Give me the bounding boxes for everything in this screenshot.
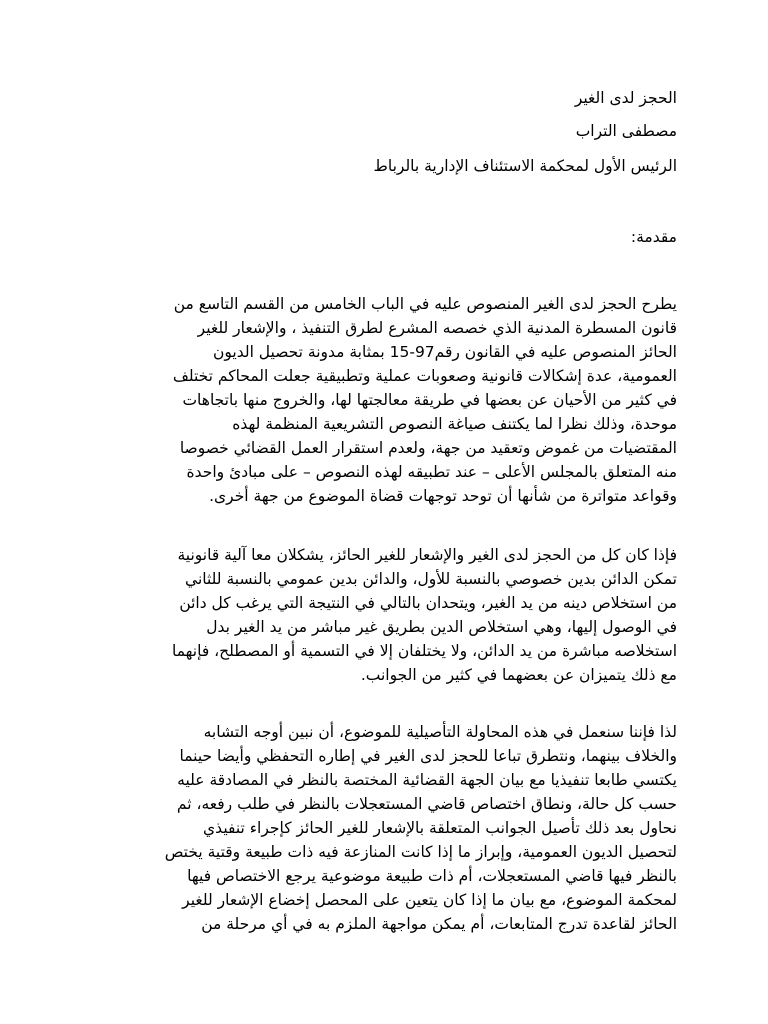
paragraph-line: لمحكمة الموضوع، مع بيان ما إذا كان يتعين على المحصل إخضاع الإشعار للغير (182, 891, 677, 909)
paragraph-line: لتحصيل الديون العمومية، وإبراز ما إذا كانت المنازعة فيه ذات طبيعة وقتية يختص (164, 843, 677, 861)
paragraph-line: فإذا كان كل من الحجز لدى الغير والإشعار للغير الحائز، يشكلان معا آلية قانونية (177, 546, 677, 564)
paragraph-line: حسب كل حالة، ونطاق اختصاص قاضي المستعجلات بالنظر في طلب رفعه، ثم (176, 795, 677, 813)
paragraph-line: استخلاصه مباشرة من يد الدائن، ولا يختلفان إلا في التسمية أو المصطلح، فإنهما (171, 642, 677, 660)
paragraph-line: الحائز لقاعدة تدرج المتابعات، أم يمكن مواجهة الملزم به في أي مرحلة من (201, 915, 677, 933)
paragraph-line: مع ذلك يتميزان عن بعضهما في كثير من الجوانب. (360, 666, 677, 684)
paragraph-line: موحدة، وذلك نظرا لما يكتنف صياغة النصوص التشريعية المنظمة لهذه (232, 415, 677, 433)
paragraph-line: قانون المسطرة المدنية الذي خصصه المشرع لطرق التنفيذ ، والإشعار للغير (197, 319, 677, 337)
paragraph-line: يكتسي طابعا تنفيذيا مع بيان الجهة القضائية المختصة بالنظر في المصادقة عليه (177, 771, 677, 789)
paragraph-line: من استخلاص دينه من يد الغير، ويتحدان بالتالي في النتيجة التي يرغب كل دائن (179, 594, 677, 612)
paragraph-line: بالنظر فيها قاضي المستعجلات، أم ذات طبيعة موضوعية يرجع الاختصاص فيها (187, 867, 677, 885)
paragraph-line: تمكن الدائن بدين خصوصي بالنسبة للأول، والدائن بدين عمومي بالنسبة للثاني (185, 570, 677, 588)
paragraph-line: وقواعد متواترة من شأنها أن توحد توجهات قضاة الموضوع من جهة أخرى. (209, 487, 677, 505)
author-name: مصطفى التراب (575, 122, 677, 140)
paragraph-line: نحاول بعد ذلك تأصيل الجوانب المتعلقة بالإشعار للغير الحائز كإجراء تنفيذي (203, 819, 677, 837)
paragraph-line: في كثير من الأحيان عن بعضها في طريقة معالجتها لها، والخروج منها باتجاهات (182, 391, 677, 409)
intro-heading: مقدمة: (630, 228, 677, 246)
paragraph-line: يطرح الحجز لدى الغير المنصوص عليه في الباب الخامس من القسم التاسع من (173, 295, 677, 313)
author-position: الرئيس الأول لمحكمة الاستئناف الإدارية بالرباط (373, 157, 677, 175)
paragraph-line: العمومية، عدة إشكالات قانونية وصعوبات عملية وتطبيقية جعلت المحاكم تختلف (172, 367, 677, 385)
document-title: الحجز لدى الغير (574, 89, 677, 107)
paragraph-line: لذا فإننا سنعمل في هذه المحاولة التأصيلية للموضوع، أن نبين أوجه التشابه (203, 723, 677, 741)
paragraph-line: الحائز المنصوص عليه في القانون رقم97-15 بمثابة مدونة تحصيل الديون (213, 343, 677, 361)
paragraph-line: في الوصول إليها، وهي استخلاص الدين بطريق غير مباشر من يد الغير بدل (206, 618, 677, 636)
paragraph-line: المقتضيات من غموض وتعقيد من جهة، ولعدم استقرار العمل القضائي خصوصا (179, 439, 677, 457)
paragraph-line: والخلاف بينهما، ونتطرق تباعا للحجز لدى الغير في إطاره التحفظي وأيضا حينما (179, 747, 677, 765)
paragraph-line: منه المتعلق بالمجلس الأعلى – عند تطبيقه لهذه النصوص – على مبادئ واحدة (186, 463, 677, 481)
